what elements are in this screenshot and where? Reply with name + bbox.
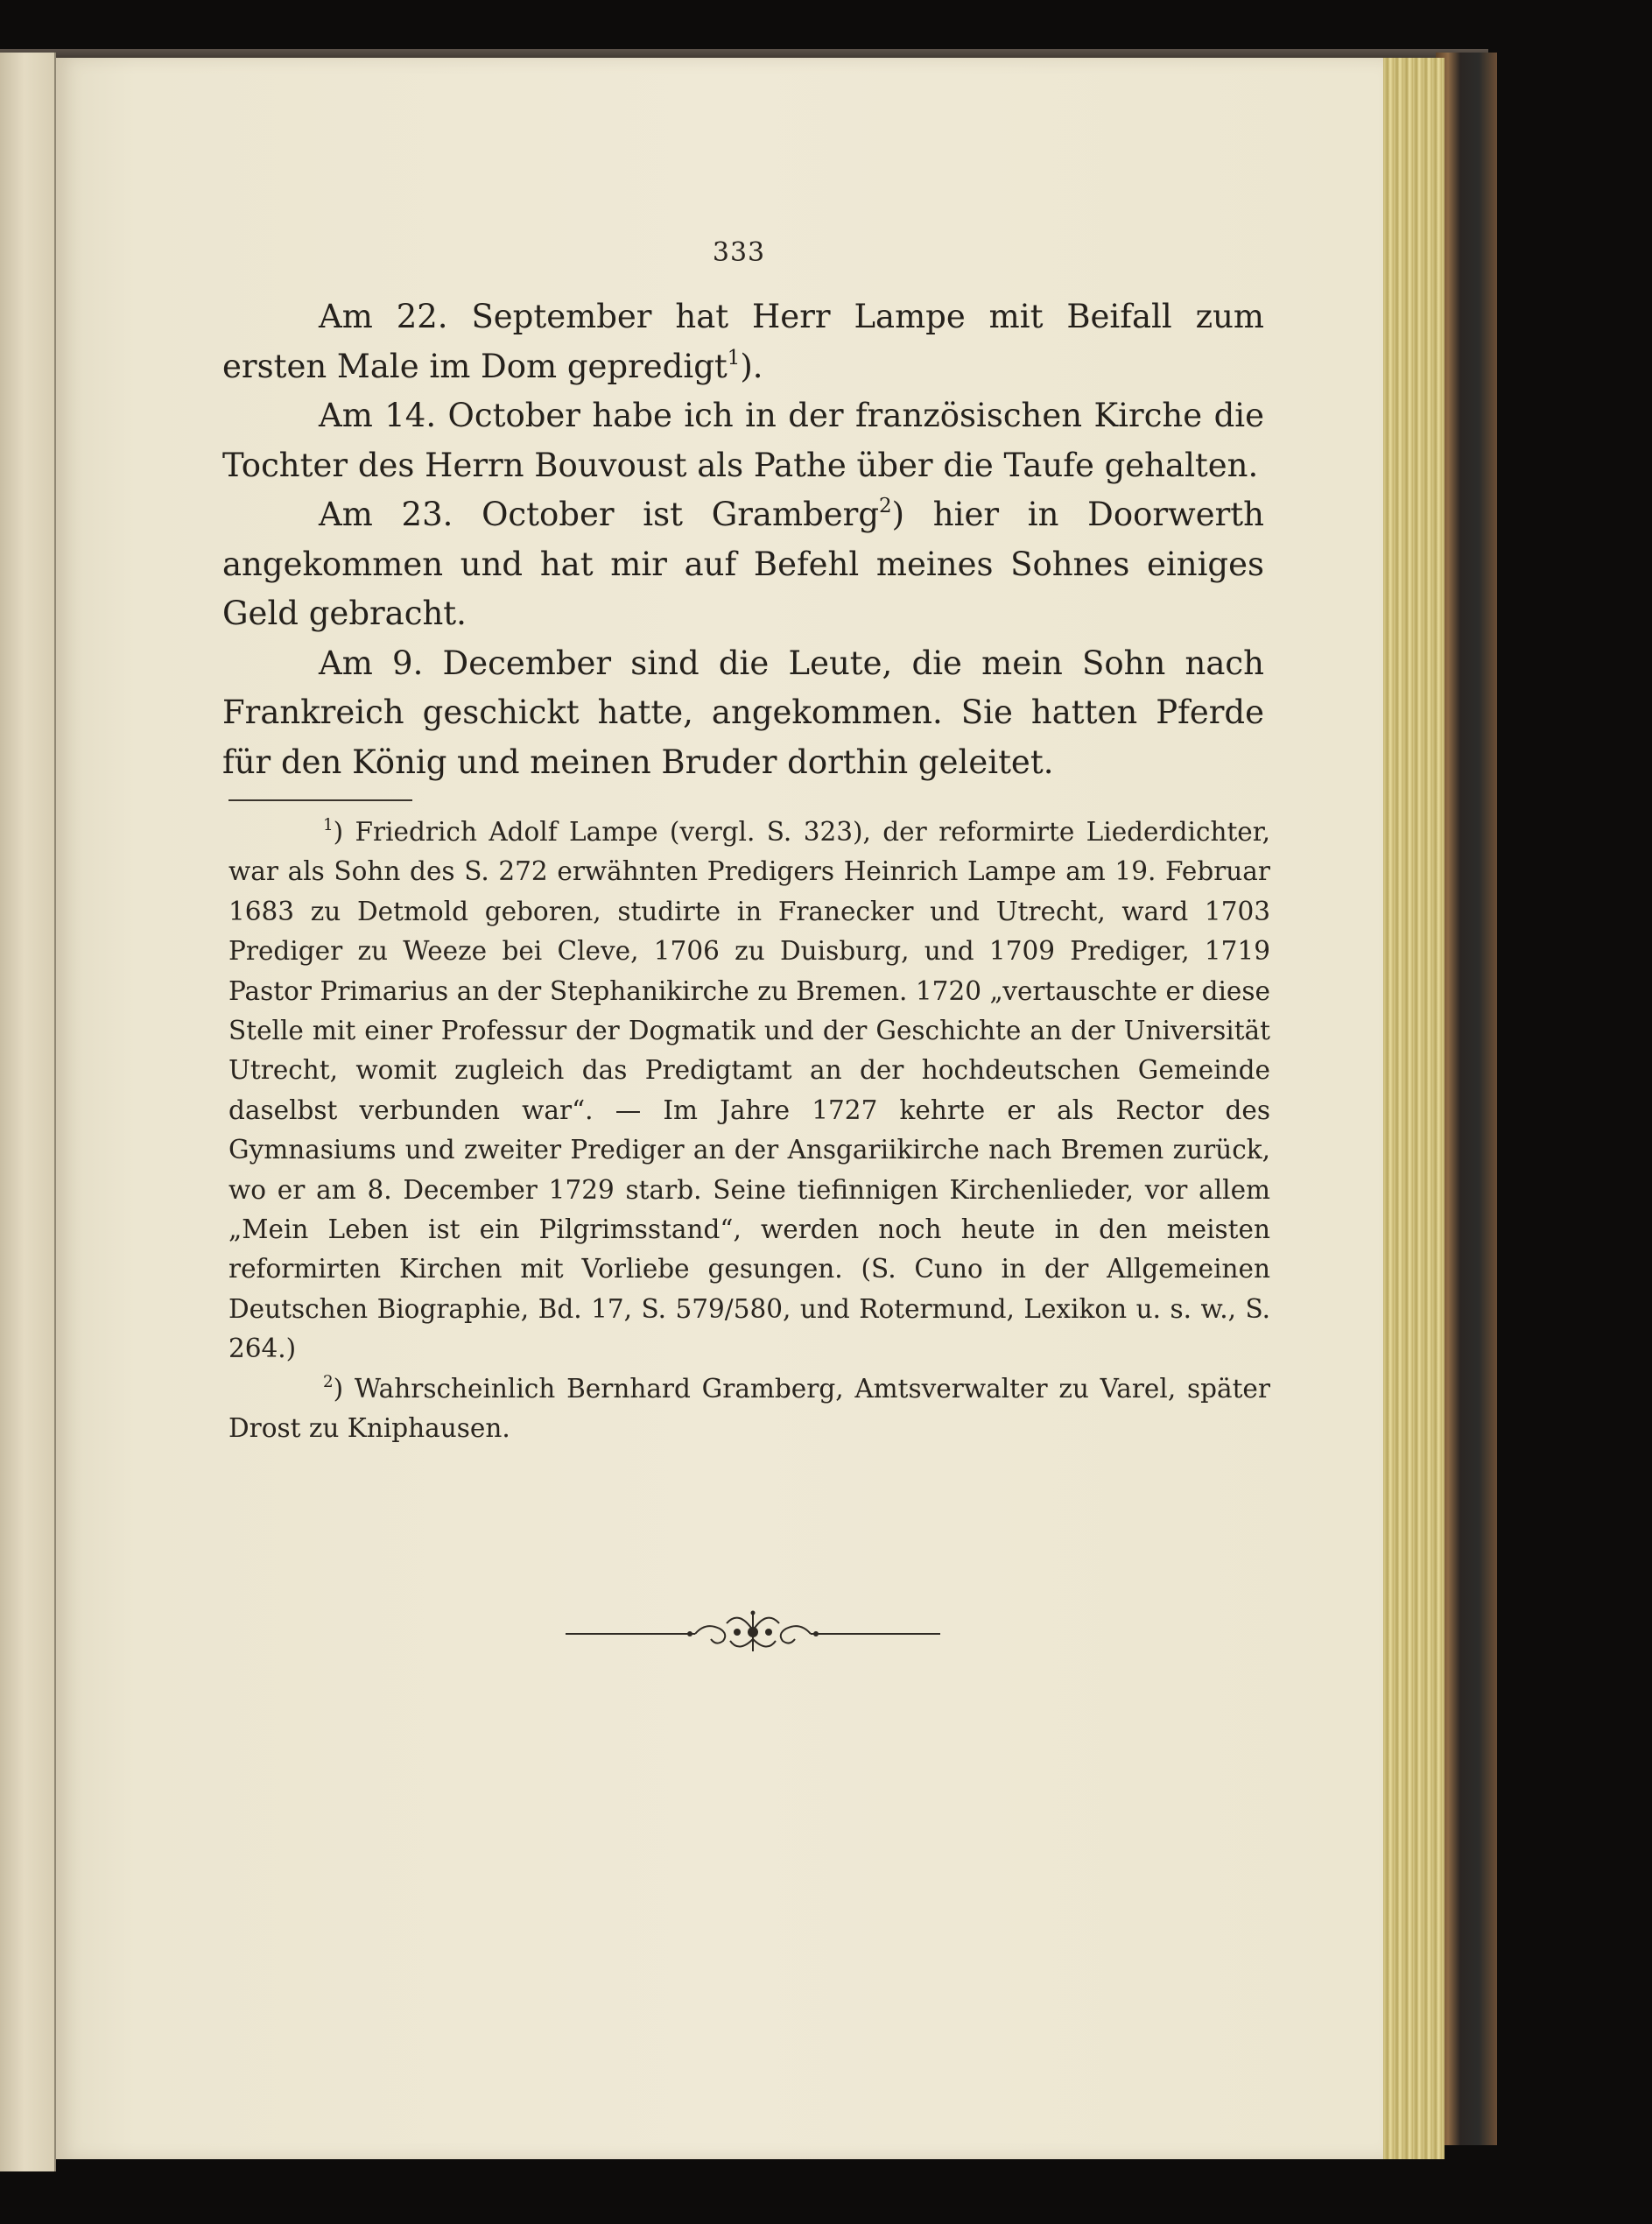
- footnote-marker: 2: [323, 1372, 334, 1391]
- page-block-edges: [1374, 58, 1445, 2159]
- footnote-reference: 1: [727, 346, 741, 369]
- book-cover-right-edge: [1436, 53, 1497, 2145]
- footnote-marker: 1: [323, 816, 334, 835]
- paragraph: [222, 490, 1264, 639]
- footnote-reference: 2: [879, 495, 892, 518]
- footnotes: [228, 813, 1270, 1449]
- end-ornament-icon: [564, 1606, 942, 1658]
- paragraph: [222, 292, 1264, 391]
- book-page: [56, 58, 1383, 2159]
- paragraph: Am 9. December sind die Leute, die mein Sohn nach Frankreich geschickt hatte, angekommen. Sie hatten Pferde für den König und meinen Bruder dorthin geleitet.: [222, 644, 1264, 781]
- facing-page-edge: [0, 53, 56, 2171]
- footnote: [228, 813, 1270, 1369]
- paragraph: Am 14. October habe ich in der französischen Kirche die Tochter des Herrn Bouvoust als Pathe über die Taufe gehalten.: [222, 397, 1264, 484]
- footnote-text: ) Friedrich Adolf Lampe (vergl. S. 323), der reformirte Liederdichter, war als Sohn des S. 272 erwähnten Predigers Heinrich Lampe am 19. Februar 1683 zu Detmold geboren, studirte in Franecker und Utrecht, ward 1703 Prediger zu Weeze bei Cleve, 1706 zu Duisburg, und 1709 Prediger, 1719 Pastor Primarius an der Stephanikirche zu Bremen. 1720 „vertauschte er diese Stelle mit einer Professur der Dogmatik und der Geschichte an der Universität Utrecht, womit zugleich das Predigtamt an der hochdeutschen Gemeinde daselbst verbunden war“. — Im Jahre 1727 kehrte er als Rector des Gymnasiums und zweiter Prediger an der Ansgariikirche nach Bremen zurück, wo er am 8. December 1729 starb. Seine tiefinnigen Kirchenlieder, vor allem „Mein Leben ist ein Pilgrimsstand“, werden noch heute in den meisten reformirten Kirchen mit Vorliebe gesungen. (S. Cuno in der Allgemeinen Deutschen Biographie, Bd. 17, S. 579/580, und Rotermund, Lexikon u. s. w., S. 264.): [228, 817, 1270, 1364]
- page-number: 333: [712, 237, 766, 268]
- paragraph-text: Am 22. September hat Herr Lampe mit Beifall zum ersten Male im Dom gepredigt: [222, 298, 1264, 385]
- paragraph-text: Am 23. October ist Gramberg: [319, 496, 880, 533]
- footnote-separator: [228, 799, 412, 801]
- paragraph-text: ) hier in Doorwerth angekommen und hat mir auf Befehl meines Sohnes einiges Geld gebracht.: [222, 496, 1265, 632]
- paragraph-text: ).: [740, 347, 763, 385]
- main-text: [222, 292, 1264, 787]
- footnote: [228, 1369, 1270, 1449]
- footnote-text: ) Wahrscheinlich Bernhard Gramberg, Amtsverwalter zu Varel, später Drost zu Kniphausen.: [228, 1373, 1270, 1444]
